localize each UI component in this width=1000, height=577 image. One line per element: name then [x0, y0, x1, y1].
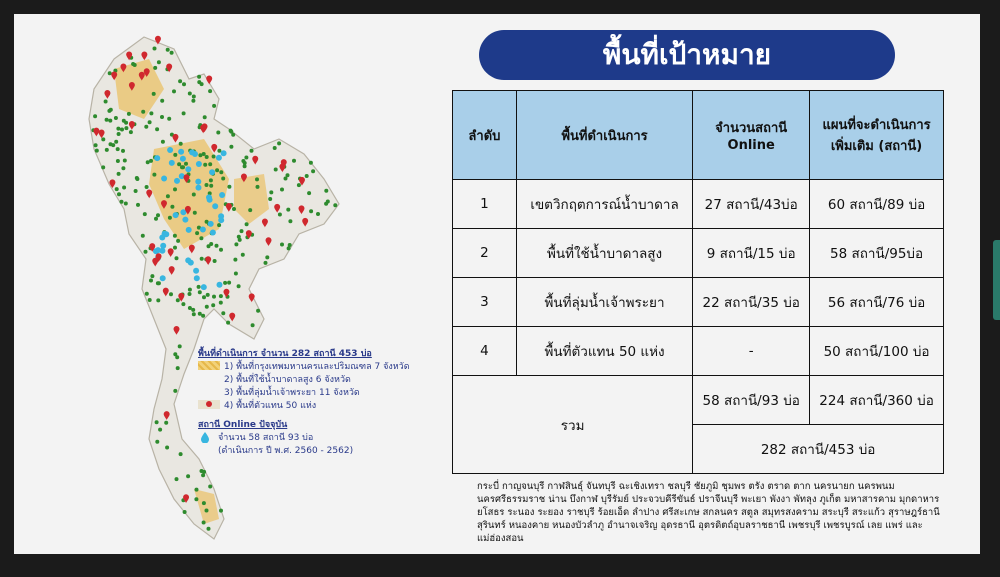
grand-total: 282 สถานี/453 บ่อ	[693, 425, 944, 474]
legend-online-heading: สถานี Online ปัจจุบัน	[198, 419, 288, 430]
station-dot	[150, 274, 154, 278]
station-dot	[256, 309, 260, 313]
station-dot	[226, 321, 230, 325]
station-dot	[274, 168, 278, 172]
row-plan: 58 สถานี/95บ่อ	[810, 229, 944, 278]
station-dot	[273, 146, 277, 150]
online-station-dot	[159, 248, 165, 254]
station-dot	[240, 229, 244, 233]
online-station-dot	[195, 179, 201, 185]
station-dot	[149, 279, 153, 283]
station-dot	[181, 165, 185, 169]
online-station-dot	[163, 231, 169, 237]
online-station-dot	[182, 217, 188, 223]
station-dot	[206, 293, 210, 297]
station-dot	[234, 242, 238, 246]
station-dot	[122, 186, 126, 190]
row-area: พื้นที่ลุ่มน้ำเจ้าพระยา	[516, 278, 692, 327]
station-dot	[107, 109, 111, 113]
station-dot	[219, 301, 223, 305]
station-dot	[219, 248, 223, 252]
station-dot	[199, 236, 203, 240]
station-dot	[148, 120, 152, 124]
station-dot	[324, 202, 328, 206]
station-dot	[154, 217, 158, 221]
station-dot	[156, 213, 160, 217]
station-dot	[217, 223, 221, 227]
station-dot	[208, 89, 212, 93]
station-dot	[173, 389, 177, 393]
online-station-dot	[186, 227, 192, 233]
station-dot	[179, 142, 183, 146]
station-dot	[108, 119, 112, 123]
station-dot	[117, 132, 121, 136]
station-dot	[192, 95, 196, 99]
station-dot	[183, 510, 187, 514]
station-dot	[179, 452, 183, 456]
station-dot	[268, 197, 272, 201]
header-plan-label: แผนที่จะดำเนินการเพิ่มเติม (สถานี)	[822, 118, 931, 154]
station-dot	[215, 244, 219, 248]
station-dot	[177, 162, 181, 166]
station-dot	[144, 125, 148, 129]
window-edge-tab	[993, 240, 1000, 320]
station-dot	[129, 130, 133, 134]
header-area: พื้นที่ดำเนินการ	[516, 91, 692, 180]
station-dot	[127, 112, 131, 116]
online-station-dot	[180, 156, 186, 162]
row-plan: 60 สถานี/89 บ่อ	[810, 180, 944, 229]
online-station-dot	[200, 227, 206, 233]
station-dot	[202, 470, 206, 474]
station-dot	[216, 131, 220, 135]
station-dot	[213, 259, 217, 263]
station-dot	[176, 298, 180, 302]
station-dot	[208, 162, 212, 166]
station-dot	[155, 420, 159, 424]
row-no: 4	[453, 327, 517, 376]
header-online	[693, 91, 810, 180]
station-dot	[111, 143, 115, 147]
online-station-dot	[207, 197, 213, 203]
legend-online-period: (ดำเนินการ ปี พ.ศ. 2560 - 2562)	[218, 445, 354, 456]
station-dot	[145, 185, 149, 189]
station-dot	[202, 295, 206, 299]
station-dot	[203, 163, 207, 167]
station-dot	[205, 155, 209, 159]
station-dot	[145, 292, 149, 296]
station-dot	[156, 281, 160, 285]
station-dot	[219, 294, 223, 298]
station-dot	[178, 344, 182, 348]
station-dot	[212, 155, 216, 159]
station-dot	[205, 183, 209, 187]
station-dot	[198, 290, 202, 294]
online-station-dot	[173, 212, 179, 218]
station-dot	[153, 66, 157, 70]
station-dot	[186, 474, 190, 478]
station-dot	[188, 92, 192, 96]
station-dot	[288, 219, 292, 223]
station-dot	[286, 208, 290, 212]
station-dot	[233, 258, 237, 262]
station-dot	[141, 234, 145, 238]
station-dot	[141, 110, 145, 114]
station-dot	[176, 239, 180, 243]
station-dot	[134, 189, 138, 193]
station-dot	[135, 176, 139, 180]
station-dot	[117, 172, 121, 176]
header-online-label: จำนวนสถานี Online	[715, 121, 788, 153]
station-dot	[280, 243, 284, 247]
station-dot	[166, 48, 170, 52]
station-dot	[277, 141, 281, 145]
online-station-dot	[160, 275, 166, 281]
station-dot	[173, 234, 177, 238]
station-dot	[173, 246, 177, 250]
station-dot	[194, 497, 198, 501]
station-dot	[256, 185, 260, 189]
legend-heading: พื้นที่ดำเนินการ จำนวน 282 สถานี 453 บ่อ	[198, 348, 372, 359]
station-dot	[157, 60, 161, 64]
legend-item-label: 2) พื้นที่ใช้น้ำบาดาลสูง 6 จังหวัด	[224, 374, 351, 385]
station-dot	[146, 160, 150, 164]
station-dot	[200, 257, 204, 261]
station-dot	[176, 366, 180, 370]
station-dot	[309, 209, 313, 213]
online-station-dot	[201, 284, 207, 290]
online-station-dot	[194, 275, 200, 281]
station-dot	[195, 488, 199, 492]
station-dot	[227, 185, 231, 189]
online-station-dot	[218, 217, 224, 223]
legend-item	[198, 359, 458, 372]
online-station-dot	[185, 257, 191, 263]
legend-online-item	[198, 430, 458, 443]
station-dot	[245, 222, 249, 226]
station-dot	[309, 161, 313, 165]
station-dot	[243, 164, 247, 168]
station-dot	[165, 446, 169, 450]
station-dot	[211, 303, 215, 307]
blank-swatch	[198, 387, 220, 396]
station-dot	[237, 235, 241, 239]
station-dot	[292, 159, 296, 163]
online-station-dot	[178, 149, 184, 155]
online-station-dot	[208, 221, 214, 227]
station-dot	[155, 440, 159, 444]
station-dot	[105, 148, 109, 152]
station-dot	[173, 187, 177, 191]
station-dot	[207, 527, 211, 531]
station-dot	[173, 153, 177, 157]
row-area: พื้นที่ใช้น้ำบาดาลสูง	[516, 229, 692, 278]
station-dot	[288, 243, 292, 247]
online-station-dot	[217, 282, 223, 288]
station-dot	[316, 212, 320, 216]
water-drop-icon	[198, 431, 212, 443]
legend-item	[198, 372, 458, 385]
station-dot	[237, 284, 241, 288]
row-online: -	[693, 327, 810, 376]
online-station-dot	[161, 176, 167, 182]
station-dot	[221, 177, 225, 181]
station-dot	[133, 63, 137, 67]
station-dot	[160, 115, 164, 119]
station-dot	[229, 145, 233, 149]
station-dot	[202, 501, 206, 505]
station-dot	[124, 126, 128, 130]
target-area-table	[452, 90, 944, 474]
station-dot	[188, 288, 192, 292]
thailand-outline	[89, 37, 339, 539]
page-title: พื้นที่เป้าหมาย	[479, 30, 895, 80]
total-plan: 224 สถานี/360 บ่อ	[810, 376, 944, 425]
station-dot	[217, 149, 221, 153]
station-dot	[255, 177, 259, 181]
station-dot	[208, 485, 212, 489]
station-dot	[101, 137, 105, 141]
row-online: 22 สถานี/35 บ่อ	[693, 278, 810, 327]
online-station-dot	[209, 169, 215, 175]
station-dot	[122, 119, 126, 123]
station-dot	[197, 75, 201, 79]
online-station-dot	[216, 155, 222, 161]
legend-item	[198, 385, 458, 398]
station-dot	[203, 115, 207, 119]
station-dot	[114, 116, 118, 120]
station-dot	[167, 117, 171, 121]
station-dot	[232, 207, 236, 211]
blank-swatch	[198, 374, 220, 383]
station-dot	[221, 311, 225, 315]
station-dot	[166, 194, 170, 198]
table-row	[453, 180, 944, 229]
station-dot	[192, 193, 196, 197]
station-dot	[264, 261, 268, 265]
station-dot	[123, 159, 127, 163]
station-dot	[248, 208, 252, 212]
station-dot	[209, 184, 213, 188]
station-dot	[175, 355, 179, 359]
station-dot	[227, 281, 231, 285]
slide	[14, 14, 980, 554]
station-dot	[161, 140, 165, 144]
station-dot	[148, 298, 152, 302]
station-dot	[95, 149, 99, 153]
station-dot	[178, 79, 182, 83]
station-dot	[205, 509, 209, 513]
station-dot	[144, 250, 148, 254]
station-dot	[149, 111, 153, 115]
station-dot	[101, 165, 105, 169]
legend-item-label: 3) พื้นที่ลุ่มน้ำเจ้าพระยา 11 จังหวัด	[224, 387, 360, 398]
online-station-dot	[193, 268, 199, 274]
station-dot	[244, 156, 248, 160]
station-dot	[120, 128, 124, 132]
station-dot	[205, 305, 209, 309]
online-station-dot	[196, 185, 202, 191]
online-station-dot	[174, 178, 180, 184]
station-dot	[251, 323, 255, 327]
station-dot	[209, 242, 213, 246]
total-online: 58 สถานี/93 บ่อ	[693, 376, 810, 425]
station-dot	[198, 312, 202, 316]
row-area: พื้นที่ตัวแทน 50 แห่ง	[516, 327, 692, 376]
station-dot	[115, 187, 119, 191]
station-dot	[182, 82, 186, 86]
province-list-footnote: กระบี่ กาญจนบุรี กาฬสินธุ์ จันทบุรี ฉะเชิงเทรา ชลบุรี ชัยภูมิ ชุมพร ตรัง ตราด ตาก นครนายก นครพนม นครศรีธรรมราช น่าน บึงกาฬ บุรีรัมย์ ประจวบคีรีขันธ์ ปราจีนบุรี พะเยา พังงา พัทลุง ภูเก็ต มหาสารคาม มุกดาหาร ยโสธร ระนอง ระยอง ราชบุรี ร้อยเอ็ด ลำปาง ศรีสะเกษ สกลนคร สตูล สมุทรสงคราม สระบุรี สระแก้ว สุราษฎร์ธานี สุรินทร์ หนองคาย หนองบัวลำภู อำนาจเจริญ อุดรธานี อุตรดิตถ์อุบลราชธานี เพชรบุรี เพชรบูรณ์ เลย แพร่ และแม่ฮ่องสอน	[477, 481, 940, 544]
table-row	[453, 327, 944, 376]
total-label: รวม	[453, 376, 693, 474]
station-dot	[229, 130, 233, 134]
station-dot	[168, 216, 172, 220]
station-dot	[124, 202, 128, 206]
station-dot	[181, 302, 185, 306]
map-legend	[198, 346, 458, 456]
station-dot	[278, 213, 282, 217]
thailand-map	[54, 19, 384, 559]
station-dot	[188, 292, 192, 296]
row-no: 1	[453, 180, 517, 229]
station-dot	[280, 188, 284, 192]
station-dot	[116, 159, 120, 163]
station-dot	[269, 190, 273, 194]
station-dot	[305, 174, 309, 178]
station-dot	[265, 255, 269, 259]
station-dot	[307, 191, 311, 195]
legend-online-count: จำนวน 58 สถานี 93 บ่อ	[218, 432, 314, 443]
online-station-dot	[212, 203, 218, 209]
station-dot	[191, 99, 195, 103]
online-station-dot	[219, 192, 225, 198]
map-pin-icon	[198, 400, 220, 409]
station-dot	[287, 246, 291, 250]
station-dot	[120, 200, 124, 204]
station-dot	[184, 162, 188, 166]
station-dot	[158, 428, 162, 432]
station-dot	[164, 421, 168, 425]
online-station-dot	[196, 161, 202, 167]
station-dot	[170, 51, 174, 55]
station-dot	[286, 173, 290, 177]
online-station-dot	[167, 147, 173, 153]
station-dot	[175, 477, 179, 481]
station-dot	[192, 312, 196, 316]
station-dot	[297, 183, 301, 187]
station-dot	[155, 127, 159, 131]
station-dot	[209, 178, 213, 182]
row-no: 3	[453, 278, 517, 327]
table-row	[453, 229, 944, 278]
station-dot	[152, 92, 156, 96]
station-dot	[202, 152, 206, 156]
station-dot	[143, 212, 147, 216]
online-station-dot	[169, 160, 175, 166]
station-dot	[104, 100, 108, 104]
header-no: ลำดับ	[453, 91, 517, 180]
station-dot	[152, 173, 156, 177]
station-dot	[121, 149, 125, 153]
station-dot	[175, 256, 179, 260]
total-row	[453, 376, 944, 425]
station-dot	[153, 47, 157, 51]
pin-swatch	[198, 400, 220, 409]
station-dot	[219, 170, 223, 174]
station-dot	[108, 71, 112, 75]
station-dot	[136, 203, 140, 207]
station-dot	[182, 111, 186, 115]
online-station-dot	[221, 150, 227, 156]
station-dot	[234, 272, 238, 276]
station-dot	[193, 211, 197, 215]
station-dot	[223, 281, 227, 285]
row-online: 27 สถานี/43บ่อ	[693, 180, 810, 229]
online-station-dot	[154, 155, 160, 161]
station-dot	[311, 169, 315, 173]
row-online: 9 สถานี/15 บ่อ	[693, 229, 810, 278]
station-dot	[219, 509, 223, 513]
station-dot	[116, 147, 120, 151]
hatch-swatch	[198, 361, 220, 370]
station-dot	[156, 298, 160, 302]
row-area: เขตวิกฤตการณ์น้ำบาดาล	[516, 180, 692, 229]
station-dot	[202, 521, 206, 525]
station-dot	[116, 127, 120, 131]
table-row	[453, 278, 944, 327]
station-dot	[114, 140, 118, 144]
legend-item	[198, 398, 458, 411]
legend-item-label: 1) พื้นที่กรุงเทพมหานครและปริมณฑล 7 จังหวัด	[224, 361, 410, 372]
station-dot	[172, 89, 176, 93]
station-dot	[169, 292, 173, 296]
online-station-dot	[210, 230, 216, 236]
row-plan: 50 สถานี/100 บ่อ	[810, 327, 944, 376]
station-dot	[160, 99, 164, 103]
legend-item-label: 4) พื้นที่ตัวแทน 50 แห่ง	[224, 400, 317, 411]
station-dot	[212, 104, 216, 108]
station-dot	[250, 149, 254, 153]
row-no: 2	[453, 229, 517, 278]
station-dot	[197, 80, 201, 84]
station-dot	[188, 306, 192, 310]
station-dot	[121, 166, 125, 170]
station-dot	[93, 114, 97, 118]
station-dot	[197, 285, 201, 289]
header-plan	[810, 91, 944, 180]
station-dot	[241, 253, 245, 257]
station-dot	[195, 231, 199, 235]
online-station-dot	[185, 166, 191, 172]
station-dot	[241, 159, 245, 163]
station-dot	[117, 192, 121, 196]
station-dot	[324, 189, 328, 193]
station-dot	[333, 203, 337, 207]
row-plan: 56 สถานี/76 บ่อ	[810, 278, 944, 327]
station-dot	[94, 143, 98, 147]
station-dot	[215, 168, 219, 172]
station-dot	[212, 295, 216, 299]
station-dot	[105, 118, 109, 122]
online-station-dot	[192, 151, 198, 157]
station-dot	[170, 205, 174, 209]
